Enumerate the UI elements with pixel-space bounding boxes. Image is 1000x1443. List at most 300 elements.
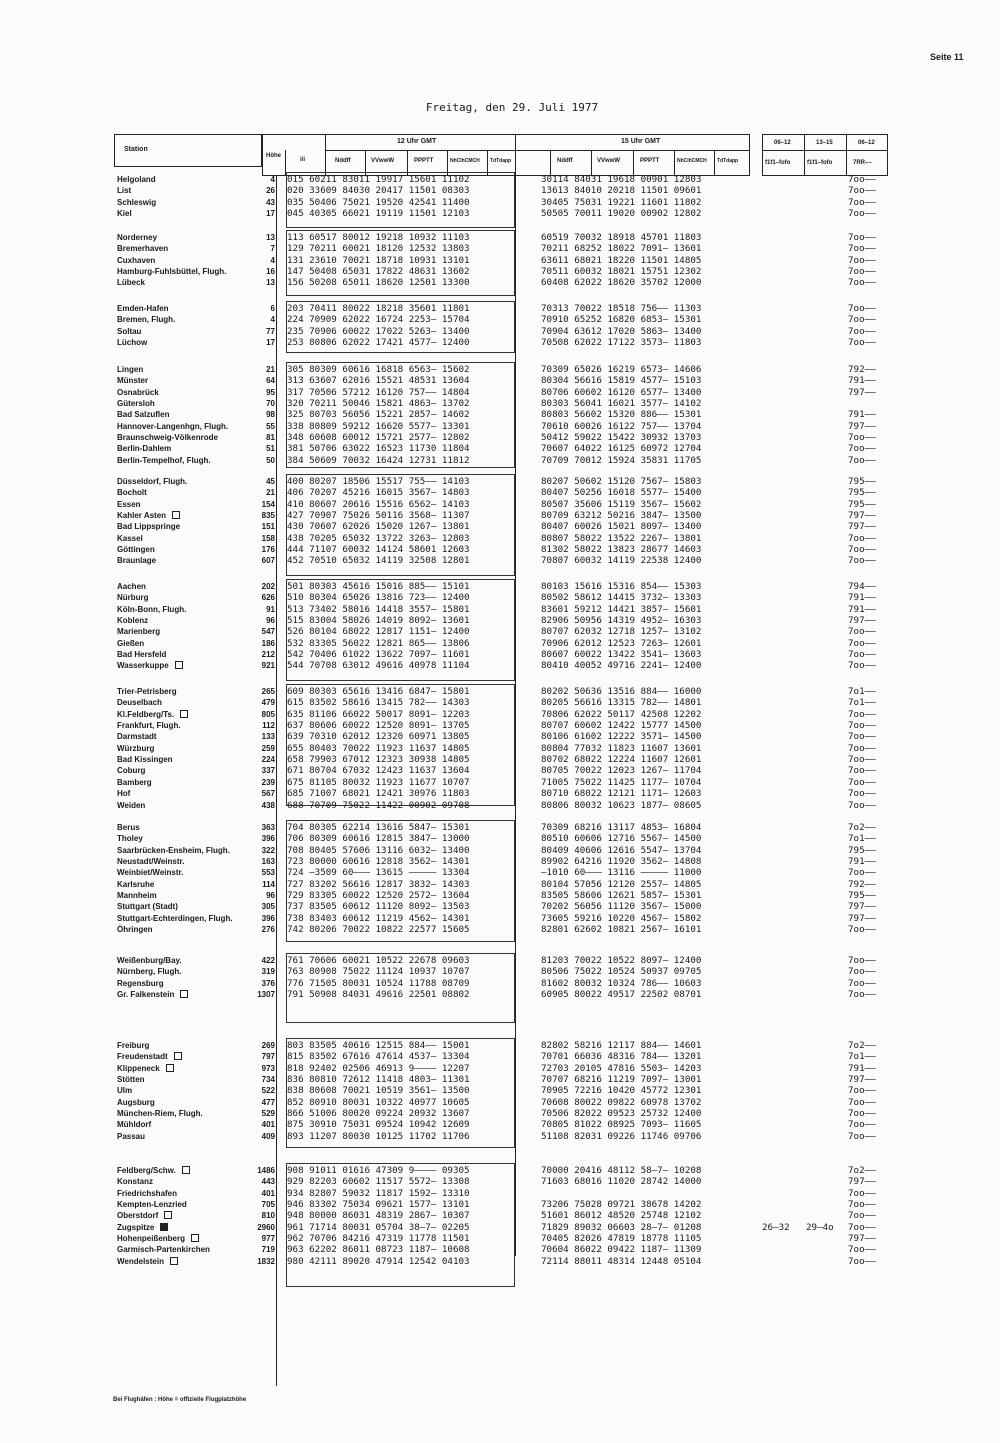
station-height: 401 — [261, 1120, 275, 1130]
station-name — [117, 1131, 145, 1142]
obs-15-gmt: 70313 70022 18518 756–– 11303 — [541, 303, 702, 314]
obs-12-gmt: 320 70211 50046 15821 4863– 13702 — [287, 398, 470, 410]
obs-12-gmt: 724 –3509 60––– 13615 ––––– 13304 — [287, 867, 470, 879]
obs-15-gmt: 60905 80022 49517 22502 08701 — [541, 989, 702, 1001]
station-name — [117, 1256, 178, 1267]
station-name — [117, 743, 154, 754]
station-name — [117, 510, 180, 521]
header-tdapp-12: TdTdapp — [490, 158, 512, 164]
obs-06-12-rr: 7oo–– — [848, 174, 876, 185]
obs-06-12-rr: 7oo–– — [848, 720, 876, 732]
station-height: 96 — [266, 891, 275, 901]
obs-15-gmt: 72114 88011 48314 12448 05104 — [541, 1255, 702, 1267]
station-height: 977 — [261, 1234, 275, 1244]
obs-06-12-rr: 797–– — [848, 521, 876, 533]
date-line: Freitag, den 29. Juli 1977 — [425, 101, 599, 114]
obs-15-gmt: 80806 80032 10623 1877– 08605 — [541, 799, 702, 811]
obs-12-gmt: 348 60608 60012 15721 2577– 12802 — [287, 432, 470, 444]
header-vvwww-15: VVwwW — [597, 158, 621, 164]
obs-15-gmt: 70508 62022 17122 3573– 11803 — [541, 337, 702, 349]
station-label: Neustadt/Weinstr. — [117, 857, 185, 867]
obs-15-gmt: –1010 60––– 13116 ––––– 11000 — [541, 867, 702, 879]
station-height: 805 — [261, 709, 275, 719]
station-name — [117, 277, 145, 288]
obs-15-gmt: 51108 82031 09226 11746 09706 — [541, 1130, 702, 1142]
obs-12-gmt: 706 80309 60616 12815 3847– 13000 — [287, 833, 470, 845]
obs-15-gmt: 82801 62602 10821 2567– 16101 — [541, 924, 702, 936]
obs-12-gmt: 129 70211 60021 18120 12532 13803 — [287, 243, 470, 255]
station-label: Friedrichshafen — [117, 1188, 178, 1198]
header-station: Station — [124, 146, 148, 153]
obs-12-gmt: 866 51006 80020 09224 20932 13607 — [287, 1108, 470, 1120]
obs-06-12-rr: 7oo–– — [848, 303, 876, 314]
obs-06-12-rr: 7oo–– — [848, 1244, 876, 1256]
station-height: 376 — [261, 978, 275, 988]
obs-12-gmt: 317 70506 57212 16120 757–– 14804 — [287, 386, 470, 398]
obs-15-gmt: 70910 65252 16820 6853– 15301 — [541, 314, 702, 326]
obs-15-gmt: 80707 60602 12422 15777 14500 — [541, 720, 702, 732]
station-label: Stuttgart (Stadt) — [117, 902, 178, 912]
station-label: Trier-Petrisberg — [117, 687, 177, 696]
station-name — [117, 638, 144, 649]
station-height: 705 — [261, 1200, 275, 1210]
header-sub-c: 7RR–– — [853, 160, 872, 166]
station-label: Helgoland — [117, 175, 156, 184]
obs-15-gmt: 82906 50956 14319 4952– 16303 — [541, 615, 702, 627]
station-name — [117, 266, 226, 277]
station-name — [117, 615, 148, 626]
station-label: Coburg — [117, 766, 146, 776]
station-label: Darmstadt — [117, 732, 157, 742]
station-name — [117, 432, 218, 443]
station-height: 607 — [261, 556, 275, 566]
obs-12-gmt: 635 81106 66022 50017 8091– 12203 — [287, 708, 470, 720]
obs-06-12-rr: 795–– — [848, 487, 876, 499]
obs-06-12-rr: 7oo–– — [848, 532, 876, 544]
obs-15-gmt: 80705 70022 12023 1267– 11704 — [541, 765, 702, 777]
station-height: 176 — [261, 545, 275, 555]
station-label: Öhringen — [117, 925, 153, 935]
station-name — [117, 1210, 172, 1221]
obs-06-12-rr: 7oo–– — [848, 788, 876, 800]
obs-12-gmt: 948 80000 86031 48319 2867– 10307 — [287, 1210, 470, 1222]
obs-15-gmt: 13613 84010 20218 11501 09601 — [541, 185, 702, 197]
station-label: Würzburg — [117, 743, 155, 753]
obs-06-12-rr: 791–– — [848, 409, 876, 421]
station-name — [117, 697, 162, 708]
obs-12-gmt: 615 83502 58616 13415 782–– 14303 — [287, 697, 470, 709]
obs-12-gmt: 410 80607 20616 15516 6562– 14103 — [287, 498, 470, 510]
obs-12-gmt: 704 80305 62214 13616 5847– 15301 — [287, 822, 470, 833]
station-height: 276 — [261, 925, 275, 935]
station-height: 224 — [261, 755, 275, 765]
obs-12-gmt: 742 80206 70022 10822 22577 15605 — [287, 924, 470, 936]
obs-06-12-rr: 797–– — [848, 510, 876, 522]
obs-12-gmt: 893 11207 80030 10125 11702 11706 — [287, 1130, 470, 1142]
station-name — [117, 731, 157, 742]
station-label: Koblenz — [117, 616, 149, 626]
station-name — [117, 364, 143, 375]
station-name — [117, 1051, 182, 1062]
obs-06-12-rr: 7o1–– — [848, 1051, 876, 1063]
obs-06-12-rr: 7oo–– — [848, 867, 876, 879]
obs-15-gmt: 30405 75031 19221 11601 11802 — [541, 196, 702, 208]
obs-15-gmt: 70807 60032 14119 22538 12400 — [541, 555, 702, 567]
obs-12-gmt: 658 79903 67012 12323 30938 14805 — [287, 754, 470, 766]
station-name — [117, 1188, 177, 1199]
station-label: Passau — [117, 1131, 146, 1141]
obs-06-12-rr: 7o2–– — [848, 822, 876, 833]
obs-15-gmt: 80709 63212 50216 3847– 13500 — [541, 510, 702, 522]
station-label: Berlin-Dahlem — [117, 444, 172, 454]
station-height: 1307 — [257, 990, 275, 1000]
obs-15-gmt: 80706 60602 16120 6577– 13400 — [541, 386, 702, 398]
station-name — [117, 924, 153, 935]
station-name — [117, 720, 181, 731]
station-label: Braunschweig-Völkenrode — [117, 433, 218, 443]
station-height: 529 — [261, 1109, 275, 1119]
station-name — [117, 822, 140, 833]
station-name — [117, 326, 141, 337]
station-height: 17 — [266, 209, 275, 219]
station-name — [117, 421, 228, 432]
station-label: Hannover-Langenhgn, Flugh. — [117, 421, 229, 431]
station-label: Bad Kissingen — [117, 755, 173, 765]
station-label: Hohenpeißenberg — [117, 1234, 186, 1244]
obs-15-gmt: 81302 58022 13823 28677 14603 — [541, 544, 702, 556]
station-name — [117, 765, 145, 776]
station-height: 479 — [261, 698, 275, 708]
obs-12-gmt: 980 42111 89020 47914 12542 04103 — [287, 1255, 470, 1267]
station-name — [117, 592, 149, 603]
station-name — [117, 544, 155, 555]
station-height: 626 — [261, 593, 275, 603]
station-name — [117, 476, 187, 487]
obs-12-gmt: 203 70411 80022 18218 35601 11801 — [287, 303, 470, 314]
station-height: 98 — [266, 410, 275, 420]
obs-12-gmt: 929 82203 60602 11517 5572– 13308 — [287, 1176, 470, 1188]
station-name — [117, 709, 188, 720]
station-name — [117, 232, 157, 243]
obs-12-gmt: 675 81105 80032 11923 11677 10707 — [287, 776, 470, 788]
station-height: 95 — [266, 387, 275, 397]
station-name — [117, 604, 186, 615]
station-label: Kl.Feldberg/Ts. — [117, 709, 175, 719]
obs-12-gmt: 253 80806 62022 17421 4577– 12400 — [287, 337, 470, 349]
station-name — [117, 314, 175, 325]
obs-12-gmt: 381 50706 63022 16523 11730 11804 — [287, 443, 470, 455]
obs-12-gmt: 131 23610 70021 18718 10931 13101 — [287, 254, 470, 266]
obs-15-gmt: 70309 65026 16219 6573– 14606 — [541, 364, 702, 375]
station-name — [117, 955, 182, 966]
station-name — [117, 1176, 153, 1187]
obs-15-gmt: 51601 86012 48520 25748 12102 — [541, 1210, 702, 1222]
header-15-gmt: 15 Uhr GMT — [621, 138, 661, 145]
station-height: 55 — [266, 421, 275, 431]
obs-12-gmt: 427 70907 75026 50116 3568– 11307 — [287, 510, 470, 522]
station-height: 6 — [270, 304, 275, 313]
station-label: Norderney — [117, 233, 158, 242]
station-height: 21 — [266, 365, 275, 374]
obs-12-gmt: 791 50908 84031 49616 22501 08802 — [287, 989, 470, 1001]
station-label: Stuttgart-Echterdingen, Flugh. — [117, 913, 233, 923]
station-height: 51 — [266, 444, 275, 454]
station-height: 17 — [266, 338, 275, 348]
obs-15-gmt: 70701 66036 48316 784–– 13201 — [541, 1051, 702, 1063]
obs-12-gmt: 708 80405 57606 13116 6032– 13400 — [287, 844, 470, 856]
obs-15-gmt: 70806 62022 50117 42508 12202 — [541, 708, 702, 720]
station-name — [117, 581, 146, 592]
obs-06-12-rr: 7oo–– — [848, 325, 876, 337]
station-name — [117, 978, 164, 989]
header-nhcl-12: NhClhCMCH — [450, 158, 480, 164]
obs-15-gmt: 80202 50636 13516 884–– 16000 — [541, 686, 702, 697]
header-pppt-15: PPPTT — [640, 158, 660, 164]
station-name — [117, 800, 145, 811]
obs-15-gmt: 70604 86022 09422 1187– 11309 — [541, 1244, 702, 1256]
station-label: Weiden — [117, 800, 146, 810]
obs-12-gmt: 235 70906 60022 17022 5263– 13400 — [287, 325, 470, 337]
station-height: 305 — [261, 902, 275, 912]
obs-15-gmt: 70405 82026 47819 18778 11105 — [541, 1233, 702, 1245]
obs-06-12-rr: 7oo–– — [848, 626, 876, 638]
obs-12-gmt: 671 80704 67032 12423 11637 13604 — [287, 765, 470, 777]
header-12-gmt: 12 Uhr GMT — [397, 138, 437, 145]
station-label: Kiel — [117, 209, 132, 219]
obs-15-gmt: 80502 58612 14415 3732– 13303 — [541, 592, 702, 604]
station-name — [117, 197, 156, 208]
station-label: Tholey — [117, 834, 143, 844]
obs-15-gmt: 80607 60022 13422 3541– 13603 — [541, 649, 702, 661]
obs-06-12-rr: 797–– — [848, 901, 876, 913]
station-height: 422 — [261, 956, 275, 965]
station-label: Hamburg-Fuhlsbüttel, Flugh. — [117, 267, 227, 277]
obs-12-gmt: 934 82807 59032 11817 1592– 13310 — [287, 1187, 470, 1199]
station-height: 567 — [261, 789, 275, 799]
station-label: Berus — [117, 823, 140, 832]
obs-06-12-rr: 7oo–– — [848, 765, 876, 777]
obs-15-gmt: 70309 68216 13117 4853– 16804 — [541, 822, 702, 833]
obs-06-12-rr: 7oo–– — [848, 314, 876, 326]
obs-15-gmt: 70610 60026 16122 757–– 13704 — [541, 420, 702, 432]
station-label: Deuselbach — [117, 698, 162, 708]
obs-06-12-rr: 791–– — [848, 375, 876, 387]
obs-15-gmt: 73605 59216 10220 4567– 15802 — [541, 912, 702, 924]
station-label: Bad Lippspringe — [117, 522, 181, 532]
obs-06-12-rr: 7oo–– — [848, 731, 876, 743]
station-label: Nürburg — [117, 593, 149, 603]
station-label: Bamberg — [117, 777, 152, 787]
obs-06-12-rr: 795–– — [848, 476, 876, 487]
station-name — [117, 845, 230, 856]
obs-12-gmt: 020 33609 84030 20417 11501 08303 — [287, 185, 470, 197]
obs-15-gmt: 30114 84031 19618 00901 12803 — [541, 174, 702, 185]
station-label: Aachen — [117, 582, 146, 591]
obs-15-gmt: 60408 62022 18620 35702 12000 — [541, 277, 702, 289]
obs-12-gmt: 406 70207 45216 16015 3567– 14803 — [287, 487, 470, 499]
obs-15-gmt: 70904 63612 17020 5863– 13400 — [541, 325, 702, 337]
station-height: 96 — [266, 616, 275, 626]
obs-06-12-rr: 7oo–– — [848, 966, 876, 978]
obs-12-gmt: 532 83305 56022 12821 865–– 13806 — [287, 637, 470, 649]
hoehe-column-line — [276, 176, 277, 1386]
station-name — [117, 443, 171, 454]
empty-square-icon — [174, 1052, 182, 1060]
station-name — [117, 174, 156, 185]
station-height: 26 — [266, 186, 275, 196]
station-height: 269 — [261, 1041, 275, 1050]
header-13-15: 13–15 — [816, 140, 833, 146]
obs-06-12-rr: 7oo–– — [848, 1130, 876, 1142]
station-height: 50 — [266, 455, 275, 465]
station-label: Freudenstadt — [117, 1052, 168, 1062]
station-label: Wendelstein — [117, 1256, 164, 1266]
station-label: Soltau — [117, 326, 142, 336]
station-label: Ulm — [117, 1086, 133, 1096]
obs-06-12-rr: 7oo–– — [848, 660, 876, 672]
obs-06-12-rr: 7oo–– — [848, 955, 876, 966]
station-height: 186 — [261, 638, 275, 648]
station-label: Oberstdorf — [117, 1211, 159, 1221]
obs-12-gmt: 313 63607 62016 15521 48531 13604 — [287, 375, 470, 387]
station-name — [117, 867, 183, 878]
station-height: 322 — [261, 845, 275, 855]
obs-12-gmt: 639 70310 62012 12320 60971 13805 — [287, 731, 470, 743]
station-name — [117, 185, 131, 196]
station-height: 401 — [261, 1188, 275, 1198]
obs-06-12-rr: 7oo–– — [848, 754, 876, 766]
obs-15-gmt: 60519 70032 18918 45701 11803 — [541, 232, 702, 243]
obs-15-gmt: 81203 70022 10522 8097– 12400 — [541, 955, 702, 966]
station-name — [117, 1085, 132, 1096]
obs-12-gmt: 818 92402 02506 46913 9–––– 12207 — [287, 1062, 470, 1074]
obs-12-gmt: 688 70709 75022 11422 00902 09708 — [287, 799, 470, 811]
obs-15-gmt: 70607 64022 16125 60972 12704 — [541, 443, 702, 455]
obs-12-gmt: 908 91011 01616 47309 9–––– 09305 — [287, 1165, 470, 1176]
station-height: 133 — [261, 732, 275, 742]
header-06-12a: 06–12 — [774, 140, 791, 146]
station-label: Gr. Falkenstein — [117, 990, 175, 1000]
obs-12-gmt: 815 83502 67616 47614 4537– 13304 — [287, 1051, 470, 1063]
empty-square-icon — [191, 1234, 199, 1242]
obs-12-gmt: 035 50406 75021 19520 42541 11400 — [287, 196, 470, 208]
station-height: 1832 — [257, 1256, 275, 1266]
station-label: Düsseldorf, Flugh. — [117, 477, 188, 486]
obs-15-gmt: 70709 70012 15924 35831 11705 — [541, 454, 702, 466]
header-nhcl-15: NhClhCMCH — [677, 158, 707, 164]
footnote: Bei Flughäfen : Höhe = offizielle Flugplatzhöhe — [113, 1397, 247, 1403]
station-label: Essen — [117, 499, 141, 509]
station-height: 396 — [261, 913, 275, 923]
station-name — [117, 901, 178, 912]
station-height: 265 — [261, 687, 275, 696]
obs-15-gmt: 70805 81022 08925 7093– 11605 — [541, 1119, 702, 1131]
station-label: Konstanz — [117, 1177, 153, 1187]
station-name — [117, 754, 173, 765]
empty-square-icon — [180, 990, 188, 998]
obs-12-gmt: 963 62202 86011 08723 1187– 10608 — [287, 1244, 470, 1256]
station-name — [117, 913, 233, 924]
obs-06-12-rr: 7o1–– — [848, 833, 876, 845]
obs-12-gmt: 838 80608 70021 10519 3561– 13500 — [287, 1085, 470, 1097]
obs-06-12-rr: 7oo–– — [848, 1221, 876, 1233]
station-height: 553 — [261, 868, 275, 878]
obs-12-gmt: 513 73402 58016 14418 3557– 15801 — [287, 603, 470, 615]
station-label: Köln-Bonn, Flugh. — [117, 604, 187, 614]
obs-12-gmt: 515 83004 58026 14019 8092– 13601 — [287, 615, 470, 627]
obs-06-12-rr: 791–– — [848, 856, 876, 868]
station-height: 7 — [270, 244, 275, 254]
station-label: Gütersloh — [117, 399, 155, 409]
station-height: 443 — [261, 1177, 275, 1187]
station-height: 70 — [266, 399, 275, 409]
obs-06-12-rr: 7oo–– — [848, 1108, 876, 1120]
obs-06-12-rr: 7oo–– — [848, 1187, 876, 1199]
obs-12-gmt: 727 83202 56616 12817 3832– 14303 — [287, 878, 470, 890]
station-label: Kahler Asten — [117, 511, 167, 521]
station-label: Marienberg — [117, 627, 161, 637]
station-name — [117, 1119, 151, 1130]
station-height: 239 — [261, 777, 275, 787]
station-height: 921 — [261, 661, 275, 671]
obs-12-gmt: 430 70607 62026 15020 1267– 13801 — [287, 521, 470, 533]
station-label: Garmisch-Partenkirchen — [117, 1245, 210, 1255]
obs-15-gmt: 80303 56041 16021 3577– 14102 — [541, 398, 702, 410]
obs-06-12-rr: 7oo–– — [848, 1085, 876, 1097]
station-name — [117, 533, 143, 544]
obs-12-gmt: 015 60211 83011 19917 15601 11102 — [287, 174, 470, 185]
station-name — [117, 1222, 168, 1233]
obs-15-gmt: 80106 61602 12222 3571– 14500 — [541, 731, 702, 743]
station-height: 13 — [266, 233, 275, 242]
station-name — [117, 208, 132, 219]
empty-square-icon — [180, 710, 188, 718]
obs-15-gmt: 80804 77032 11823 11607 13601 — [541, 742, 702, 754]
obs-06-12: 26–32 — [762, 1221, 790, 1233]
obs-06-12-rr: 7o1–– — [848, 686, 876, 697]
station-height: 835 — [261, 511, 275, 521]
station-label: Karlsruhe — [117, 879, 155, 889]
station-name — [117, 660, 183, 671]
station-height: 363 — [261, 823, 275, 832]
obs-06-12-rr: 7o1–– — [848, 697, 876, 709]
station-height: 547 — [261, 627, 275, 637]
obs-12-gmt: 875 30910 75031 09524 10942 12609 — [287, 1119, 470, 1131]
station-label: Nürnberg, Flugh. — [117, 967, 182, 977]
obs-12-gmt: 384 50609 70032 16424 12731 11812 — [287, 454, 470, 466]
station-height: 409 — [261, 1131, 275, 1141]
obs-15-gmt: 73206 75028 09721 38678 14202 — [541, 1199, 702, 1211]
obs-12-gmt: 338 80809 59212 16620 5577– 13301 — [287, 420, 470, 432]
station-height: 16 — [266, 267, 275, 277]
obs-15-gmt: 71829 89032 06603 28–7– 01208 — [541, 1221, 702, 1233]
station-label: Frankfurt, Flugh. — [117, 721, 181, 731]
obs-06-12-rr: 7oo–– — [848, 208, 876, 220]
obs-15-gmt: 72703 20105 47816 5503– 14203 — [541, 1062, 702, 1074]
station-name — [117, 455, 211, 466]
obs-06-12-rr: 7oo–– — [848, 454, 876, 466]
station-height: 810 — [261, 1211, 275, 1221]
station-name — [117, 1074, 145, 1085]
station-label: Osnabrück — [117, 387, 159, 397]
obs-06-12-rr: 791–– — [848, 603, 876, 615]
station-name — [117, 1097, 155, 1108]
obs-12-gmt: 542 70406 61022 13622 7097– 11601 — [287, 649, 470, 661]
station-height: 734 — [261, 1075, 275, 1085]
obs-12-gmt: 946 83302 75034 09621 1577– 13101 — [287, 1199, 470, 1211]
station-label: Lingen — [117, 365, 144, 374]
filled-square-icon — [160, 1223, 168, 1231]
